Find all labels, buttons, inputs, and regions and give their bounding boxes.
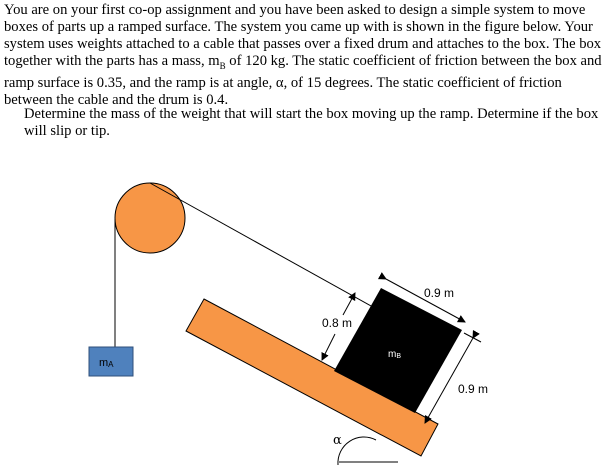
problem-mass-subscript: B (219, 60, 226, 71)
problem-text-continued: of 120 kg. The static coefficient of friction between the box and ramp surface is 0.35, and the ramp is at angle, α, of 15 degrees. The static coefficient of friction between the cable and the drum is 0.4. (4, 53, 602, 108)
problem-text: You are on your first co-op assignment and you have been asked to design a simple system to move boxes of parts up a ramped surface. The system you came up with is shown in the figure below. Your system uses weights attached to a cable that passes over a fixed drum and attaches to the box. The box together with the parts has a mass, m (4, 2, 602, 69)
weight-a-label-m: m (99, 357, 109, 369)
side-extension-line (464, 333, 481, 342)
angle-arc (338, 437, 376, 465)
box-b-label-m: m (388, 349, 397, 360)
box-top-width-label: 0.9 m (424, 286, 455, 300)
box-height-label: 0.8 m (322, 316, 353, 330)
height-dimension-lower-arrow (322, 334, 335, 360)
fixed-drum (115, 183, 185, 253)
box-b-label-sub: B (396, 353, 402, 360)
angle-label: α (333, 433, 342, 448)
box-side-label: 0.9 m (458, 382, 489, 396)
weight-a-label-sub: A (108, 360, 114, 369)
task-statement: Determine the mass of the weight that will start the box moving up the ramp. Determine if the box will slip or tip. (24, 106, 599, 139)
height-dimension-upper-arrow (343, 293, 355, 315)
